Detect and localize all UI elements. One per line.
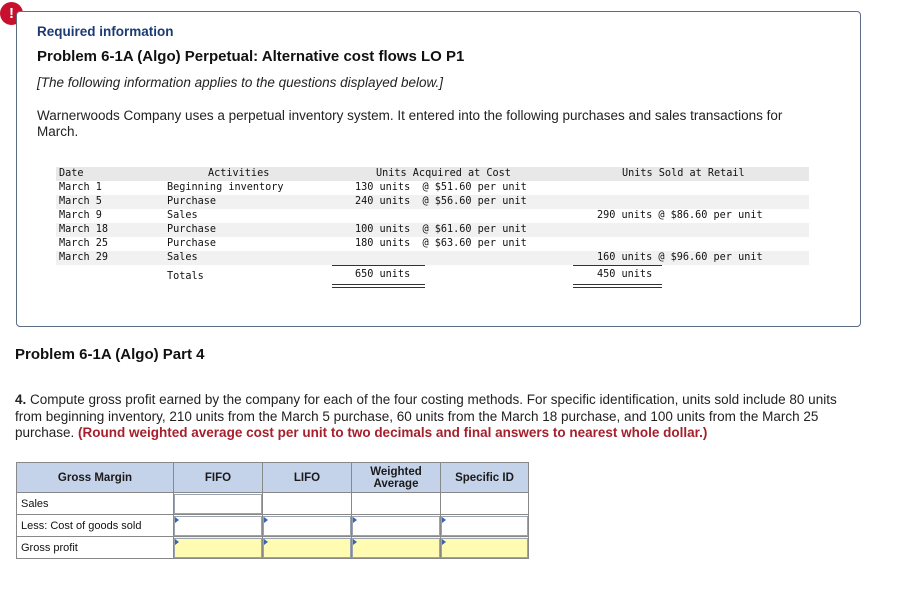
cogs-weighted-cell[interactable] [352,515,441,537]
dropdown-flag-icon [175,517,179,523]
row-sold: 290 units @ $86.60 per unit [597,210,763,221]
gp-lifo-cell[interactable] [263,537,352,559]
gp-weighted-cell[interactable] [352,537,441,559]
header-weighted-line1: Weighted [370,465,422,478]
row-activity: Sales [167,252,198,263]
dropdown-flag-icon [175,539,179,545]
acquired-total-rule [332,284,425,285]
acquired-total-rule [332,287,425,288]
row-label-gross-profit: Gross profit [17,537,174,559]
dropdown-flag-icon [353,539,357,545]
cogs-fifo-cell[interactable] [174,515,263,537]
col-header-date: Date [59,168,84,179]
sold-subtotal-rule [573,265,662,266]
dropdown-flag-icon [442,517,446,523]
header-fifo: FIFO [174,463,263,493]
header-lifo: LIFO [263,463,352,493]
sold-total-rule [573,287,662,288]
row-activity: Purchase [167,238,217,249]
totals-acquired: 650 units [355,269,411,280]
rounding-instruction: (Round weighted average cost per unit to two decimals and final answers to nearest whole dollar.) [78,425,708,440]
row-acquired: 240 units @ $56.60 per unit [355,196,527,207]
gp-lifo-input[interactable] [263,538,351,558]
row-activity: Purchase [167,196,217,207]
dropdown-flag-icon [264,517,268,523]
gp-fifo-input[interactable] [174,538,262,558]
header-specific-id: Specific ID [441,463,529,493]
sales-weighted-cell [352,493,441,515]
gross-margin-table [16,462,529,559]
row-date: March 9 [59,210,102,221]
header-weighted-line2: Average [373,477,419,490]
cogs-lifo-input[interactable] [263,516,351,536]
question-text [15,392,865,442]
totals-label: Totals [167,271,204,282]
header-weighted-average [352,463,441,493]
sales-lifo-cell [263,493,352,515]
gp-weighted-input[interactable] [352,538,440,558]
table-row [17,515,529,537]
table-header-row [17,463,529,493]
problem-title: Problem 6-1A (Algo) Perpetual: Alternative cost flows LO P1 [37,48,465,65]
sales-specific-cell [441,493,529,515]
cogs-lifo-cell[interactable] [263,515,352,537]
row-date: March 18 [59,224,109,235]
cogs-fifo-input[interactable] [174,516,262,536]
row-date: March 29 [59,252,109,263]
row-date: March 5 [59,196,102,207]
cogs-specific-input[interactable] [441,516,528,536]
col-header-units-sold: Units Sold at Retail [622,168,745,179]
row-acquired: 180 units @ $63.60 per unit [355,238,527,249]
dropdown-flag-icon [442,539,446,545]
sales-fifo-cell[interactable] [174,493,263,515]
table-row [17,537,529,559]
sold-total-rule [573,284,662,285]
header-gross-margin: Gross Margin [17,463,174,493]
row-sold: 160 units @ $96.60 per unit [597,252,763,263]
question-body: Compute gross profit earned by the company for each of the four costing methods. For specific identification, units sold include 80 units from beginning inventory, 210 units from the March 5 purchase, 60 units from the March 18 purchase, and 100 units from the March 25 purchase. [15,392,837,440]
alert-icon: ! [0,2,23,25]
sales-fifo-input[interactable] [174,494,262,514]
dropdown-flag-icon [353,517,357,523]
required-information-label: Required information [37,24,174,39]
gp-fifo-cell[interactable] [174,537,263,559]
intro-text: Warnerwoods Company uses a perpetual inventory system. It entered into the following purchases and sales transactions for March. [37,108,783,139]
row-label-sales: Sales [17,493,174,515]
row-activity: Sales [167,210,198,221]
cogs-specific-cell[interactable] [441,515,529,537]
question-number: 4. [15,392,27,407]
col-header-activities: Activities [208,168,270,179]
row-activity: Purchase [167,224,217,235]
row-acquired: 100 units @ $61.60 per unit [355,224,527,235]
row-date: March 1 [59,182,102,193]
gp-specific-cell[interactable] [441,537,529,559]
cogs-weighted-input[interactable] [352,516,440,536]
applies-note: [The following information applies to the questions displayed below.] [37,75,443,90]
row-label-cogs: Less: Cost of goods sold [17,515,174,537]
gp-specific-input[interactable] [441,538,528,558]
row-activity: Beginning inventory [167,182,284,193]
acquired-subtotal-rule [332,265,425,266]
part-title: Problem 6-1A (Algo) Part 4 [15,346,205,363]
totals-sold: 450 units [597,269,653,280]
dropdown-flag-icon [264,539,268,545]
row-acquired: 130 units @ $51.60 per unit [355,182,527,193]
table-row [17,493,529,515]
row-date: March 25 [59,238,109,249]
col-header-units-acquired: Units Acquired at Cost [376,168,511,179]
